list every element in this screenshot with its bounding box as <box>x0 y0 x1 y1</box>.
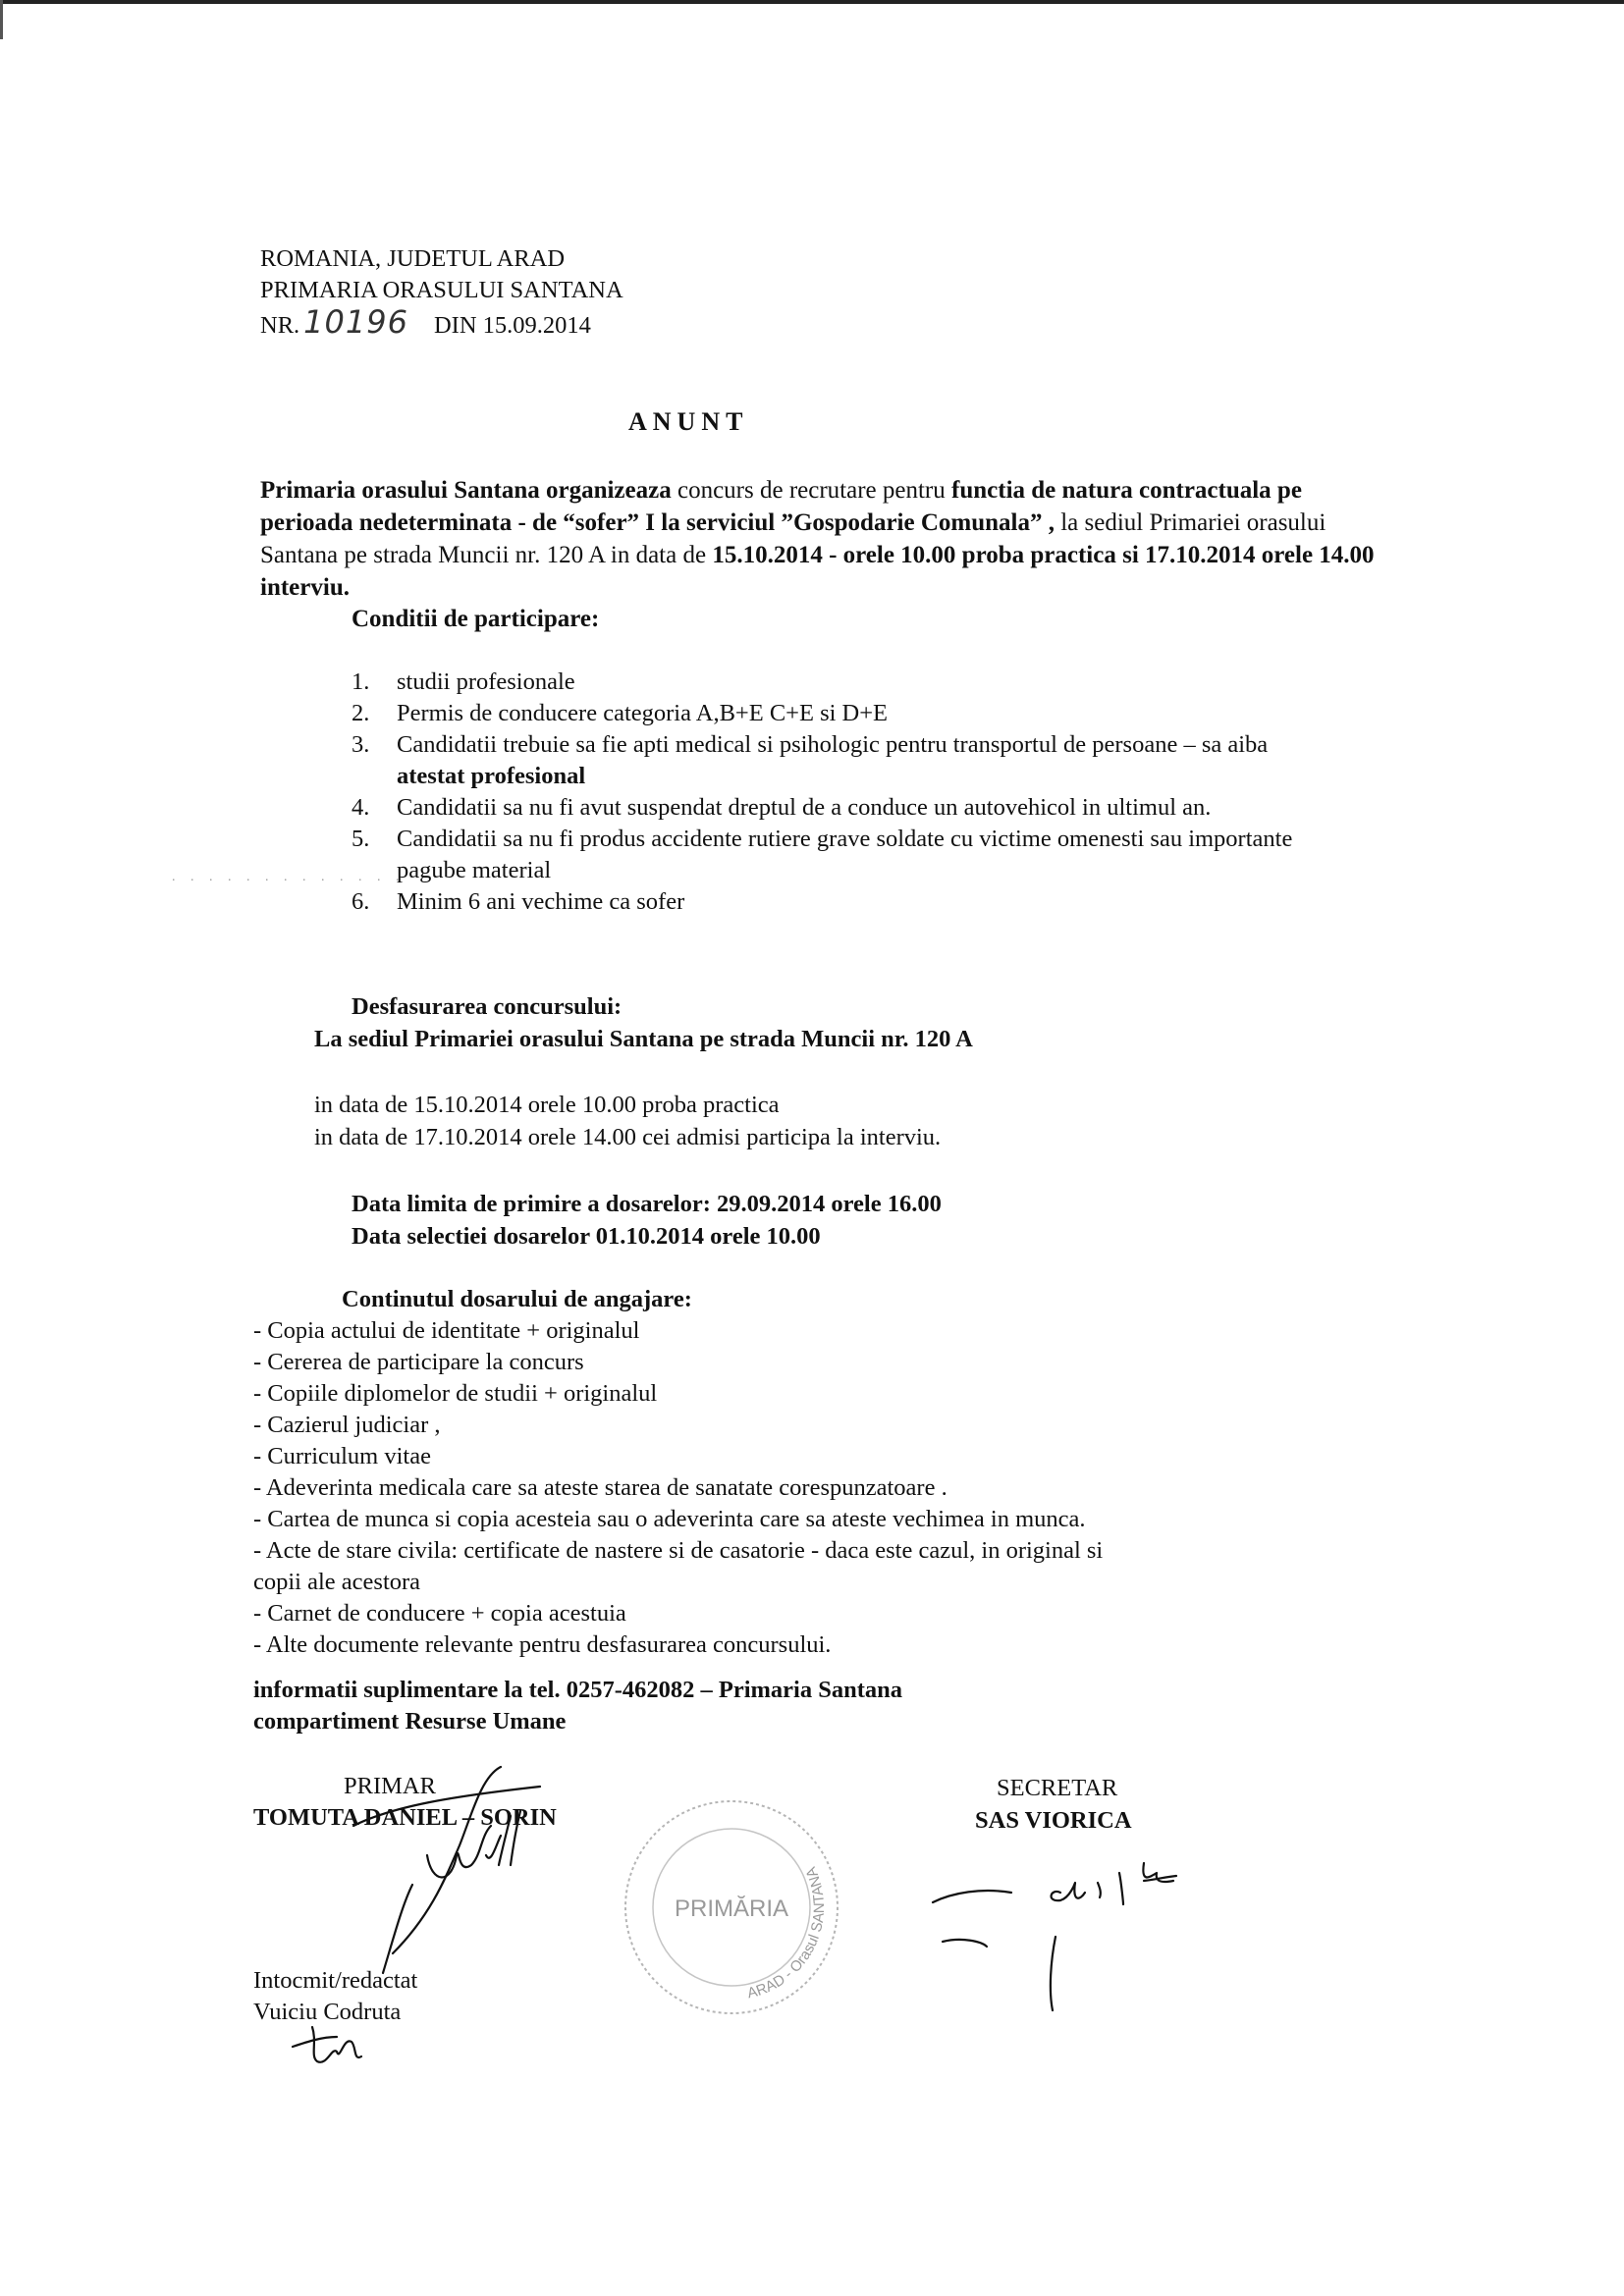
svg-text:ARAD - Orasul SANTANA: ARAD - Orasul SANTANA <box>745 1864 829 2002</box>
intocmit-name: Vuiciu Codruta <box>253 1999 402 2025</box>
dosar-item: copii ale acestora <box>253 1569 421 1595</box>
conditions-heading: Conditii de participare: <box>352 606 600 632</box>
dosar-item: - Cartea de munca si copia acesteia sau o adeverinta care sa ateste vechimea in munca. <box>253 1506 1086 1532</box>
condition-item: 5. Candidatii sa nu fi produs accidente rutiere grave soldate cu victime omenesti sau importante pagube material <box>352 826 1293 883</box>
dosar-item: - Copia actului de identitate + originalul <box>253 1317 640 1344</box>
dosar-item: - Curriculum vitae <box>253 1443 431 1469</box>
condition-item: 2. Permis de conducere categoria A,B+E C+E si D+E <box>352 700 889 726</box>
info-department: compartiment Resurse Umane <box>253 1708 567 1735</box>
deadline-selection: Data selectiei dosarelor 01.10.2014 orele 10.00 <box>352 1223 821 1250</box>
dosar-item: - Cazierul judiciar , <box>253 1412 441 1438</box>
dosar-heading: Continutul dosarului de angajare: <box>342 1286 692 1312</box>
dosar-item: - Adeverinta medicala care sa ateste starea de sanatate corespunzatoare . <box>253 1474 947 1501</box>
document-header <box>260 243 623 342</box>
page-title: ANUNT <box>628 407 749 436</box>
intro-paragraph: Primaria orasului Santana organizeaza concurs de recrutare pentru functia de natura contractuala pe perioada nedeterminata - de “sofer” I la serviciul ”Gospodarie Comunala” , la sediul Primariei orasului Santana pe strada Muncii nr. 120 A in data de 15.10.2014 - orele 10.00 proba practica si 17.10.2014 orele 14.00 interviu. <box>260 477 1375 601</box>
primar-name: TOMUTA DANIEL – SORIN <box>253 1804 557 1831</box>
header-registration: NR. 10196 DIN 15.09.2014 <box>260 303 591 341</box>
desfasurare-heading: Desfasurarea concursului: <box>352 993 623 1020</box>
primar-title: PRIMAR <box>344 1773 436 1799</box>
conditions-list <box>352 667 1320 918</box>
intocmit-label: Intocmit/redactat <box>253 1967 418 1994</box>
condition-item: 3. Candidatii trebuie sa fie apti medical si psihologic pentru transportul de persoane – sa aiba atestat profesional <box>352 731 1269 789</box>
svg-text:PRIMĂRIA: PRIMĂRIA <box>674 1896 789 1922</box>
scan-artifact-dots: . . . . . . . . . . . . . <box>172 870 406 884</box>
desfasurare-line-1: in data de 15.10.2014 orele 10.00 proba practica <box>314 1092 780 1118</box>
secretar-name: SAS VIORICA <box>975 1807 1132 1834</box>
scan-left-border <box>0 0 3 39</box>
dosar-item: - Cererea de participare la concurs <box>253 1349 584 1375</box>
secretar-signature <box>923 1843 1178 2020</box>
primar-signature <box>334 1757 569 1983</box>
official-stamp <box>619 1794 844 2020</box>
dosar-item: - Carnet de conducere + copia acestuia <box>253 1600 626 1627</box>
dosar-item: - Copiile diplomelor de studii + originalul <box>253 1380 658 1407</box>
deadline-limit: Data limita de primire a dosarelor: 29.09.2014 orele 16.00 <box>352 1191 942 1217</box>
handwritten-registration-number: 10196 <box>303 303 408 341</box>
condition-item: 6. Minim 6 ani vechime ca sofer <box>352 888 685 915</box>
header-county: ROMANIA, JUDETUL ARAD <box>260 245 566 272</box>
scan-top-border <box>0 0 1624 4</box>
header-institution: PRIMARIA ORASULUI SANTANA <box>260 277 623 303</box>
info-phone: informatii suplimentare la tel. 0257-462082 – Primaria Santana <box>253 1677 902 1703</box>
dosar-item: - Acte de stare civila: certificate de nastere si de casatorie - daca este cazul, in original si <box>253 1537 1104 1564</box>
dosar-item: - Alte documente relevante pentru desfasurarea concursului. <box>253 1631 832 1658</box>
desfasurare-location: La sediul Primariei orasului Santana pe strada Muncii nr. 120 A <box>314 1026 973 1052</box>
secretar-title: SECRETAR <box>997 1775 1118 1801</box>
condition-item: 1. studii profesionale <box>352 668 575 695</box>
intocmit-signature <box>283 2007 381 2076</box>
dosar-list <box>253 1315 1103 1661</box>
condition-item: 4. Candidatii sa nu fi avut suspendat dreptul de a conduce un autovehicol in ultimul an. <box>352 794 1212 821</box>
desfasurare-line-2: in data de 17.10.2014 orele 14.00 cei admisi participa la interviu. <box>314 1124 942 1150</box>
